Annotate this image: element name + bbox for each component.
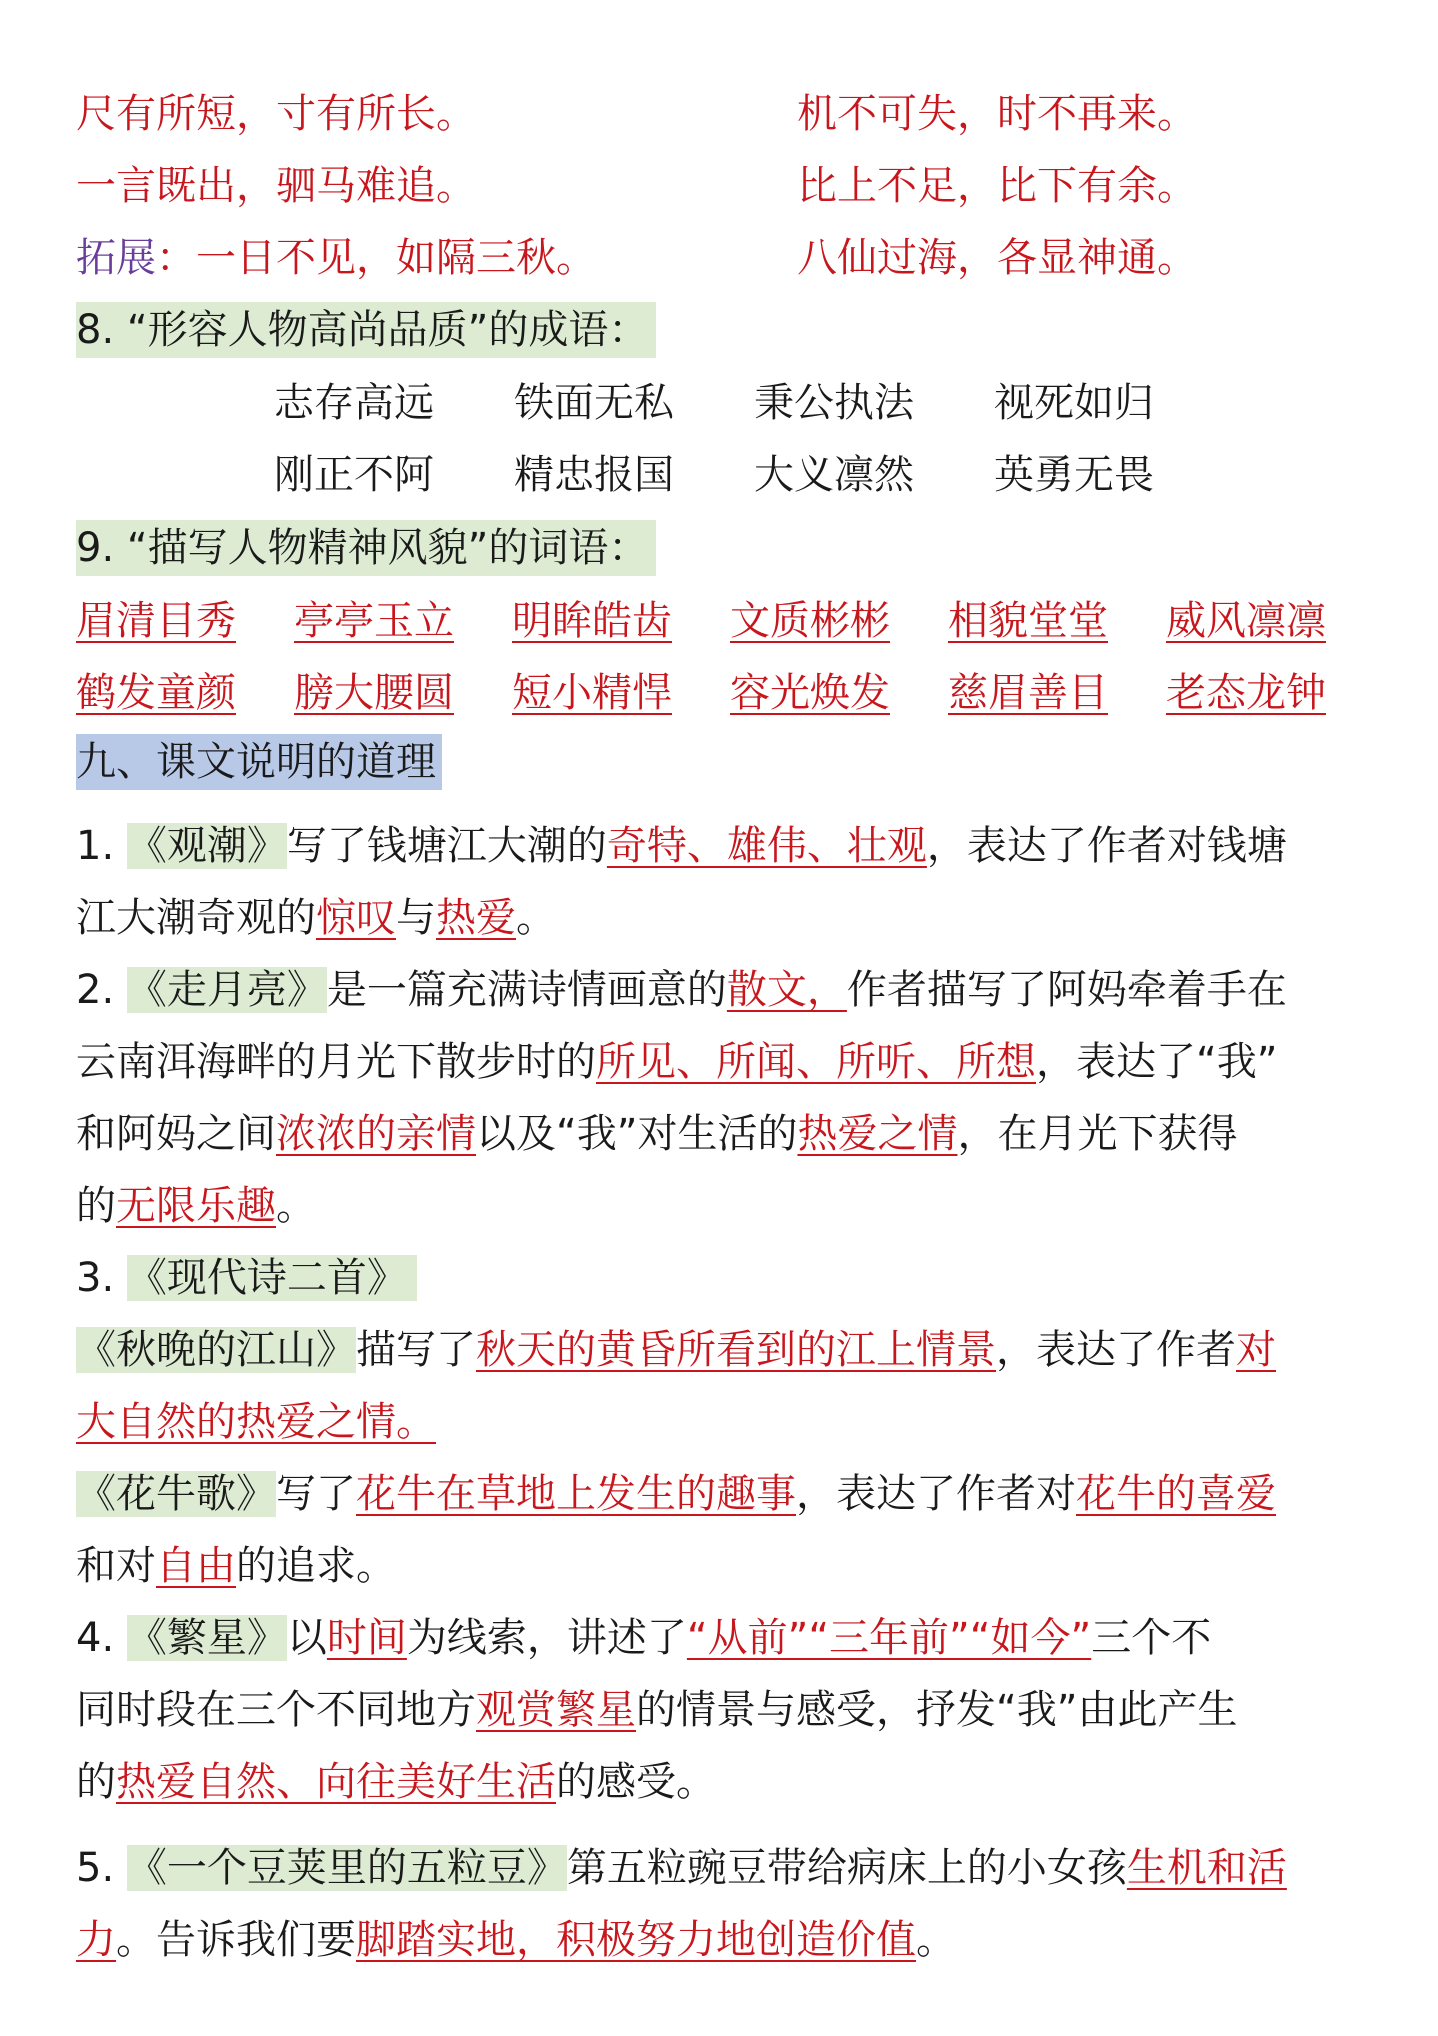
p4-text: 的 <box>76 1759 116 1805</box>
p3-text: 描写了 <box>356 1327 476 1373</box>
word-9-2-5: 慈眉善目 <box>948 670 1108 716</box>
p4-line-1 <box>76 1610 1211 1666</box>
p4-text: 三个不 <box>1091 1615 1212 1661</box>
p1-line-1 <box>76 818 1287 874</box>
extension-label: 拓展 <box>76 235 156 281</box>
idiom-left-2: 一言既出，驷马难追。 <box>76 163 476 209</box>
extension-left: 一日不见，如隔三秋。 <box>196 235 596 281</box>
p2-line-3 <box>76 1106 1237 1162</box>
p4-num: 4. <box>76 1615 115 1661</box>
p2-text: ，在月光下获得 <box>957 1111 1238 1157</box>
p5-text: 第五粒豌豆带给病床上的小女孩 <box>566 1845 1127 1891</box>
p4-title: 《繁星》 <box>126 1615 287 1661</box>
p2-text: 。 <box>276 1183 316 1229</box>
p5-num: 5. <box>76 1845 115 1891</box>
p1-text: ，表达了作者对钱塘 <box>926 823 1287 869</box>
p2-underline: 无限乐趣 <box>116 1183 276 1229</box>
word-9-2-2: 膀大腰圆 <box>294 670 454 716</box>
p1-underline: 热爱 <box>436 895 516 941</box>
p2-text: 是一篇充满诗情画意的 <box>326 967 727 1013</box>
word-8-2-3: 大义凛然 <box>754 452 914 498</box>
idiom-right-2: 比上不足，比下有余。 <box>797 163 1197 209</box>
p2-num: 2. <box>76 967 115 1013</box>
p3-poem-a-title: 《秋晚的江山》 <box>76 1327 356 1373</box>
p2-text: 和阿妈之间 <box>76 1111 276 1157</box>
p3-line-1 <box>76 1250 417 1306</box>
p2-underline: 热爱之情 <box>797 1111 958 1157</box>
word-8-1-4: 视死如归 <box>994 380 1154 426</box>
section9-title: 9. “描写人物精神风貌”的词语： <box>76 520 656 576</box>
p3-poem-a-line-1 <box>76 1322 1276 1378</box>
word-8-2-1: 刚正不阿 <box>274 452 434 498</box>
extension-colon: ： <box>156 235 196 281</box>
p4-text: 以 <box>286 1615 327 1661</box>
p4-text: 的情景与感受，抒发“我”由此产生 <box>636 1687 1238 1733</box>
p1-text: 与 <box>396 895 436 941</box>
word-9-1-6: 威风凛凛 <box>1166 598 1326 644</box>
word-9-2-1: 鹤发童颜 <box>76 670 236 716</box>
p4-underline: 观赏繁星 <box>476 1687 636 1733</box>
section-heading-9: 九、课文说明的道理 <box>76 734 442 790</box>
extension-line <box>76 230 596 286</box>
p3-poem-b-line-2 <box>76 1538 396 1594</box>
p4-text: 为线索，讲述了 <box>406 1615 687 1661</box>
p2-text: 的 <box>76 1183 116 1229</box>
word-9-2-3: 短小精悍 <box>512 670 672 716</box>
p2-text: 作者描写了阿妈牵着手在 <box>846 967 1287 1013</box>
p4-underline: “从前”“三年前”“如今” <box>686 1615 1092 1661</box>
p1-underline: 惊叹 <box>316 895 396 941</box>
word-9-1-2: 亭亭玉立 <box>294 598 454 644</box>
p5-underline: 脚踏实地，积极努力地创造价值 <box>356 1917 916 1963</box>
p2-title: 《走月亮》 <box>126 967 327 1013</box>
p5-title: 《一个豆荚里的五粒豆》 <box>126 1845 567 1891</box>
word-8-1-1: 志存高远 <box>274 380 434 426</box>
p1-num: 1. <box>76 823 115 869</box>
p2-line-1 <box>76 962 1287 1018</box>
p3-underline: 花牛的喜爱 <box>1076 1471 1276 1517</box>
p4-text: 同时段在三个不同地方 <box>76 1687 476 1733</box>
p3-underline: 花牛在草地上发生的趣事 <box>356 1471 796 1517</box>
p2-underline: 散文， <box>726 967 847 1013</box>
p5-underline: 生机和活 <box>1126 1845 1287 1891</box>
word-9-1-3: 明眸皓齿 <box>512 598 672 644</box>
idiom-left-1: 尺有所短，寸有所长。 <box>76 91 476 137</box>
word-8-1-2: 铁面无私 <box>514 380 674 426</box>
p1-text: 写了钱塘江大潮的 <box>286 823 607 869</box>
p2-text: 云南洱海畔的月光下散步时的 <box>76 1039 596 1085</box>
idiom-right-1: 机不可失，时不再来。 <box>797 91 1197 137</box>
p3-text: 的追求。 <box>236 1543 396 1589</box>
p1-line-2 <box>76 890 556 946</box>
p2-underline: 所见、所闻、所听、所想 <box>596 1039 1036 1085</box>
p3-title: 《现代诗二首》 <box>127 1255 417 1301</box>
p3-poem-a-line-2 <box>76 1394 436 1450</box>
p3-underline: 自由 <box>156 1543 236 1589</box>
p2-underline: 浓浓的亲情 <box>276 1111 476 1157</box>
p5-text: 。告诉我们要 <box>116 1917 356 1963</box>
p1-text: 。 <box>516 895 556 941</box>
p4-text: 的感受。 <box>556 1759 716 1805</box>
p2-line-2 <box>76 1034 1277 1090</box>
p3-num: 3. <box>76 1255 115 1301</box>
p3-text: 和对 <box>76 1543 156 1589</box>
p3-poem-b-line-1 <box>76 1466 1276 1522</box>
word-9-1-1: 眉清目秀 <box>76 598 236 644</box>
p1-title: 《观潮》 <box>126 823 287 869</box>
word-9-1-4: 文质彬彬 <box>730 598 890 644</box>
p5-line-1 <box>76 1840 1287 1896</box>
p4-line-3 <box>76 1754 716 1810</box>
word-9-2-6: 老态龙钟 <box>1166 670 1326 716</box>
p3-underline: 对 <box>1236 1327 1276 1373</box>
word-9-1-5: 相貌堂堂 <box>948 598 1108 644</box>
p5-underline: 力 <box>76 1917 116 1963</box>
p2-text: ，表达了“我” <box>1036 1039 1278 1085</box>
p3-underline: 大自然的热爱之情。 <box>76 1399 436 1445</box>
word-9-2-4: 容光焕发 <box>730 670 890 716</box>
p4-underline: 时间 <box>326 1615 407 1661</box>
p3-underline: 秋天的黄昏所看到的江上情景 <box>476 1327 996 1373</box>
p2-line-4 <box>76 1178 316 1234</box>
p3-poem-b-title: 《花牛歌》 <box>76 1471 276 1517</box>
p3-text: ，表达了作者对 <box>796 1471 1076 1517</box>
p2-text: 以及“我”对生活的 <box>476 1111 798 1157</box>
word-8-2-4: 英勇无畏 <box>994 452 1154 498</box>
p5-line-2 <box>76 1912 956 1968</box>
p5-text: 。 <box>916 1917 956 1963</box>
p4-line-2 <box>76 1682 1237 1738</box>
word-8-2-2: 精忠报国 <box>514 452 674 498</box>
extension-right: 八仙过海，各显神通。 <box>797 235 1197 281</box>
p3-text: 写了 <box>276 1471 356 1517</box>
p1-text: 江大潮奇观的 <box>76 895 316 941</box>
section8-title: 8. “形容人物高尚品质”的成语： <box>76 302 656 358</box>
word-8-1-3: 秉公执法 <box>754 380 914 426</box>
p3-text: ，表达了作者 <box>996 1327 1236 1373</box>
p1-underline: 奇特、雄伟、壮观 <box>606 823 927 869</box>
p4-underline: 热爱自然、向往美好生活 <box>116 1759 556 1805</box>
